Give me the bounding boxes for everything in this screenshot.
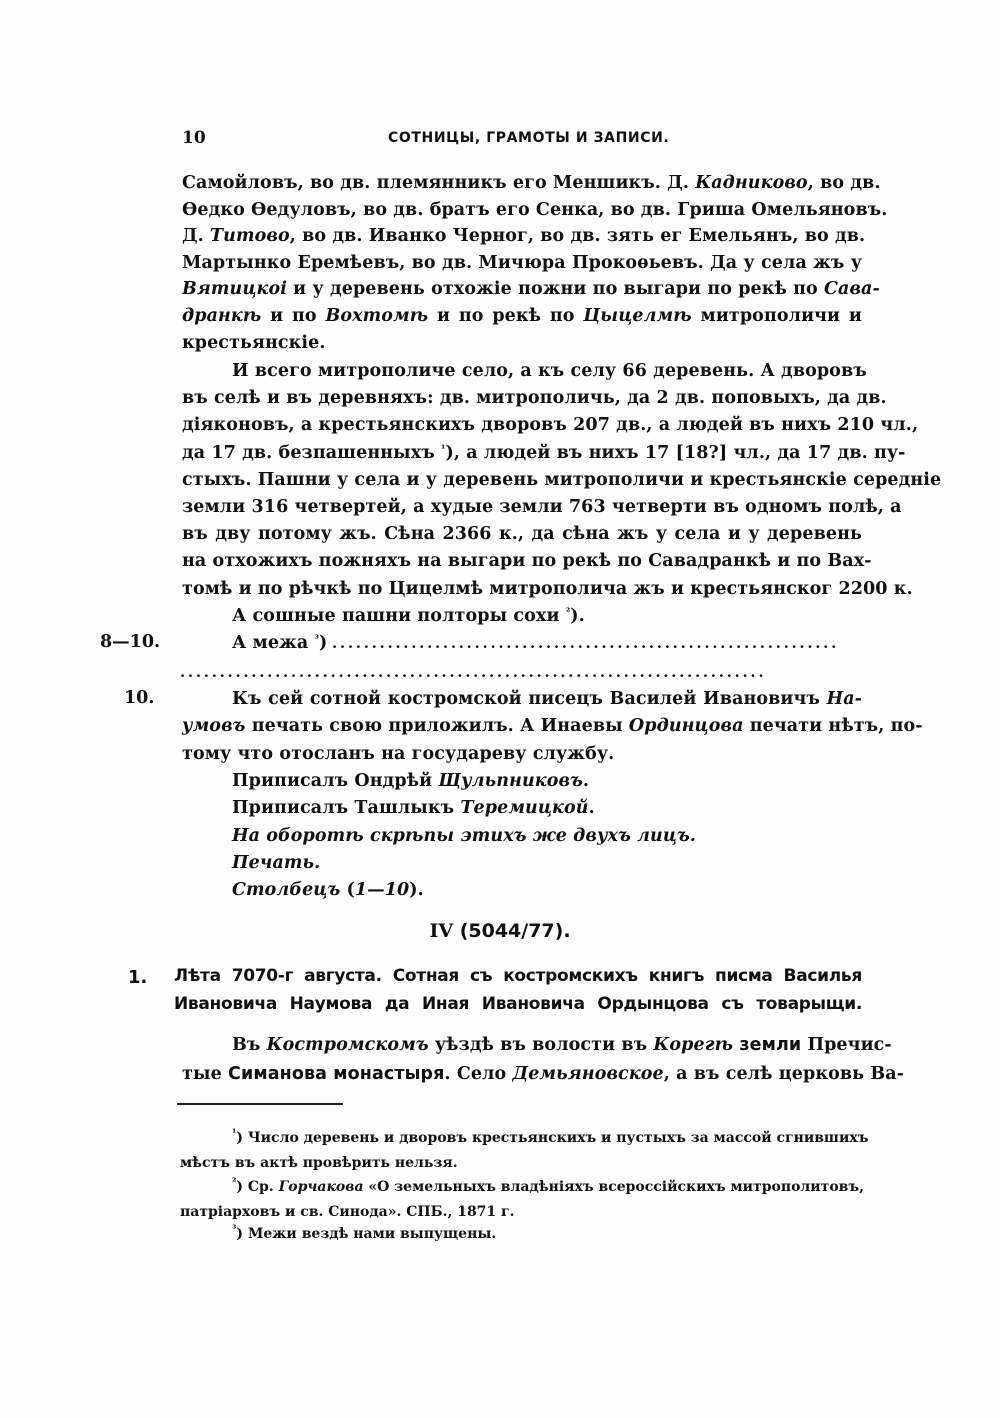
text: , во дв. — [807, 173, 881, 193]
text: мѣстъ въ актѣ провѣрить нельзя. — [180, 1155, 458, 1171]
text-line — [182, 713, 923, 739]
text-line — [182, 170, 881, 196]
text-line — [232, 877, 862, 903]
text: патріарховъ и св. Синода». СПБ., 1871 г. — [180, 1204, 515, 1220]
text: . Село — [444, 1064, 513, 1084]
text-line — [232, 358, 867, 384]
text: да 17 дв. безпашенныхъ — [182, 442, 442, 463]
italic-text: Печать. — [232, 852, 321, 873]
text-line — [232, 1032, 892, 1058]
text: въ дву потому жъ. Сѣна 2366 к., да сѣна жъ у села и у деревень — [182, 524, 862, 545]
text: Къ сей сотной костромской писецъ Василей Ивановичъ — [232, 689, 827, 709]
text-line — [180, 1200, 862, 1224]
text: печать свою приложилъ. А Инаевы — [245, 716, 629, 737]
italic-text: На- — [826, 689, 862, 709]
running-title: СОТНИЦЫ, ГРАМОТЫ И ЗАПИСИ. — [388, 130, 670, 146]
text: «О земельныхъ владѣніяхъ всероссійскихъ митрополитовъ, — [363, 1179, 865, 1195]
text-line — [182, 576, 913, 602]
text: Пречис- — [801, 1035, 892, 1055]
text: на отхожихъ пожняхъ на выгари по рекѣ по Савадранкѣ и по Вах- — [182, 551, 872, 572]
text: діяконовъ, а крестьянскихъ дворовъ 207 дв., а людей въ нихъ 210 чл., — [182, 415, 919, 436]
text: . — [582, 770, 590, 791]
italic-text: Костромскомъ — [266, 1035, 429, 1055]
text-line — [232, 823, 862, 849]
boundary-text: А межа $^{^3}$) — [232, 633, 328, 653]
margin-label-1: 1. — [128, 967, 148, 988]
text: стыхъ. Пашни у села и у деревень митрополичи и крестьянскіе середніе — [182, 469, 942, 490]
italic-text: дранкѣ — [182, 306, 262, 326]
text-line — [182, 440, 906, 466]
text: печати нѣтъ, по- — [743, 716, 923, 737]
text-line — [182, 412, 919, 438]
text: въ селѣ и въ деревняхъ: дв. митрополичь, да 2 дв. поповыхъ, да дв. — [182, 388, 887, 409]
text: Въ — [232, 1035, 267, 1055]
section-number: IV (5044/77). — [429, 920, 571, 942]
text: ), а людей въ нихъ 17 [18?] чл., да 17 дв. пу- — [445, 442, 906, 463]
italic-text: Вохтомѣ — [325, 306, 429, 326]
text: Д. — [182, 226, 211, 247]
text-line — [232, 795, 862, 821]
text-line — [182, 276, 880, 302]
text-line — [232, 1222, 862, 1246]
text: и по — [261, 306, 326, 326]
footnote-divider — [177, 1103, 343, 1105]
italic-text: Демьяновское — [512, 1064, 664, 1084]
text: тому что отосланъ на государеву службу. — [182, 743, 615, 764]
text-line — [182, 385, 887, 411]
italic-text: Горчакова — [278, 1179, 364, 1195]
document-heading-line: Ивановича Наумова да Иная Ивановича Ордынцова съ товарыщи. — [174, 994, 862, 1014]
text: Самойловъ, во дв. племянникъ его Меншикъ. Д. — [182, 173, 696, 193]
text: и по рекѣ по — [428, 306, 584, 326]
text-line — [182, 741, 862, 767]
text-line — [232, 603, 862, 629]
text: А сошные пашни полторы сохи — [232, 605, 566, 626]
margin-label-8-10: 8—10. — [100, 632, 161, 652]
text: томѣ и по рѣчкѣ по Цицелмѣ митрополича жъ и крестьянског 2200 к. — [182, 578, 913, 599]
text-line — [182, 1061, 905, 1087]
footnote-ref[interactable]: ¹ — [441, 443, 446, 455]
text: , во дв. Иванко Черног, во дв. зять ег Емельянъ, во дв. — [289, 226, 866, 247]
text: Ѳедко Ѳедуловъ, во дв. братъ его Сенка, во дв. Гриша Омельяновъ. — [182, 199, 888, 220]
text: Приписалъ Ташлыкъ — [232, 798, 461, 819]
text: уѣздѣ въ волости въ — [428, 1035, 654, 1055]
text: Мартынко Еремѣевъ, во дв. Мичюра Прокоѳьевъ. Да у села жъ у — [182, 252, 862, 273]
archive-number: (5044/77). — [459, 920, 571, 942]
footnote-ref[interactable]: ² — [232, 1177, 237, 1188]
margin-label-10: 10. — [124, 688, 155, 708]
text-line — [182, 548, 872, 574]
document-heading-line: Лѣта 7070-г августа. Сотная съ костромскихъ книгъ писма Василья — [174, 966, 862, 986]
italic-text: Корегѣ — [653, 1035, 734, 1055]
italic-text: Вятицкоі — [182, 279, 287, 300]
text-line — [182, 467, 942, 493]
text-line — [180, 1151, 862, 1175]
text-line — [182, 303, 862, 329]
text-line — [232, 1175, 865, 1199]
text: ). — [570, 605, 585, 626]
text: земли 316 четвертей, а худые земли 763 четверти въ одномъ полѣ, а — [182, 497, 902, 517]
text: Приписалъ Ондрѣй — [232, 770, 439, 791]
text-line — [232, 768, 862, 794]
italic-text: Цыцелмѣ — [583, 306, 692, 326]
text: , а въ селѣ церковь Ва- — [663, 1064, 905, 1084]
text-line — [232, 1126, 869, 1150]
text: и у деревень отхожіе пожни по выгари по рекѣ по — [286, 279, 824, 300]
text: земли — [739, 1035, 802, 1055]
text-line — [182, 250, 862, 276]
italic-text: Титово — [210, 226, 290, 247]
text-line — [182, 494, 902, 520]
italic-text: Сава- — [824, 279, 880, 300]
footnote-ref-3[interactable]: ³ — [314, 634, 319, 645]
footnote-ref[interactable]: ¹ — [232, 1128, 237, 1139]
text: ) Число деревень и дворовъ крестьянскихъ и пустыхъ за массой сгнившихъ — [236, 1130, 869, 1146]
text: И всего митрополиче село, а къ селу 66 деревень. А дворовъ — [232, 361, 867, 381]
text-line — [232, 686, 862, 712]
text: ). — [409, 880, 424, 901]
text-line — [232, 850, 862, 876]
footnote-ref[interactable]: ² — [565, 606, 571, 618]
italic-text: Столбецъ — [232, 880, 341, 901]
italic-text: Кадниково — [695, 173, 808, 193]
text-line — [182, 223, 866, 249]
italic-text: На оборотѣ скрѣпы этихъ же двухъ лицъ. — [232, 825, 697, 846]
text-line — [182, 197, 888, 223]
page-number: 10 — [182, 128, 206, 148]
text-line — [182, 521, 862, 547]
footnote-ref[interactable]: ³ — [232, 1224, 237, 1235]
text: митрополичи и — [691, 306, 862, 326]
italic-text: Теремицкой — [460, 798, 589, 819]
text: ) Ср. — [236, 1179, 279, 1195]
text-line — [182, 330, 862, 356]
italic-text: умовъ — [182, 716, 246, 737]
ellipsis-dots: ................................................................ — [332, 634, 840, 652]
text: тые — [182, 1064, 229, 1084]
text: ( — [340, 880, 355, 901]
italic-text: Щульпниковъ — [438, 770, 583, 791]
italic-text: 1—10 — [354, 880, 410, 901]
ellipsis-dots: .......................................................................... — [180, 663, 767, 681]
text: крестьянскіе. — [182, 332, 326, 353]
italic-text: Ординцова — [628, 716, 744, 737]
text: . — [588, 798, 595, 819]
text: Симанова монастыря — [228, 1064, 445, 1084]
text: ) Межи вездѣ нами выпущены. — [236, 1226, 497, 1242]
